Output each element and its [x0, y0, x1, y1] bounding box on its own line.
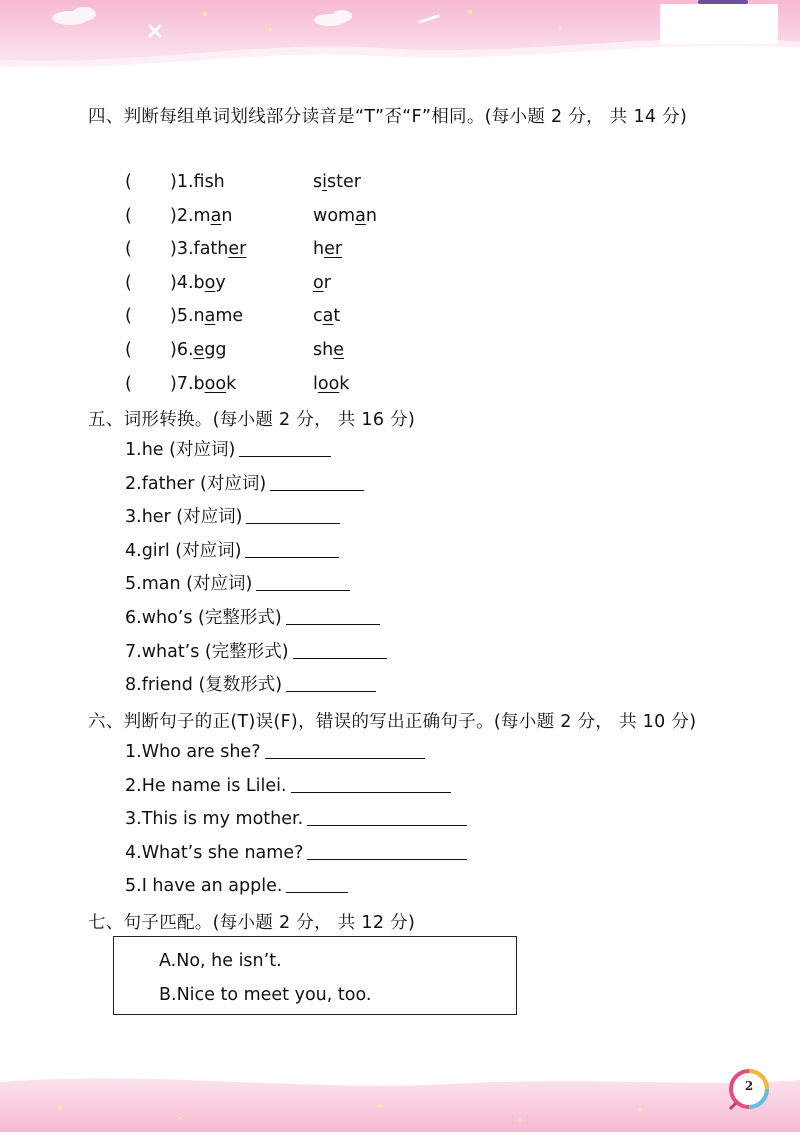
sentence-text: 5.I have an apple. [125, 876, 283, 897]
word-part: f [193, 172, 205, 192]
word-form-item [125, 472, 364, 496]
word-part: c [313, 306, 323, 327]
question-text: 8.friend (复数形式) [125, 675, 283, 696]
word-form-item [125, 505, 340, 529]
word-form-item [125, 572, 350, 596]
word-part: me [215, 306, 244, 327]
option-a: A.No, he isn’t. [159, 951, 282, 971]
answer-blank[interactable] [270, 472, 364, 491]
page-number: 2 [744, 1079, 754, 1093]
second-word [313, 338, 344, 362]
word-part: ster [327, 172, 361, 192]
word-form-item [125, 640, 387, 664]
answer-blank[interactable] [239, 438, 331, 457]
section7-title: 七、句子匹配。(每小题 2 分， 共 12 分) [88, 913, 416, 933]
section6-title: 六、判断句子的正(T)误(F)，错误的写出正确句子。(每小题 2 分， 共 10 分) [88, 712, 697, 732]
phonics-item [0, 204, 800, 228]
underlined-part: er [324, 239, 343, 260]
second-word [313, 372, 349, 396]
word-form-item [125, 606, 380, 630]
first-word [170, 271, 226, 295]
phonics-item [0, 271, 800, 295]
sentence-text: 1.Who are she? [125, 742, 261, 762]
phonics-item [0, 372, 800, 396]
underlined-part: a [210, 205, 222, 226]
answer-paren[interactable]: ( [125, 172, 132, 192]
option-b: B.Nice to meet you, too. [159, 985, 372, 1005]
second-word [313, 237, 342, 261]
sentence-item [125, 841, 467, 865]
underlined-part: a [322, 306, 334, 327]
word-part: b [193, 373, 205, 394]
word-part: b [193, 272, 205, 293]
item-number: )4. [170, 272, 194, 293]
first-word [170, 304, 243, 328]
answer-options-box [113, 936, 517, 1015]
underlined-part: oo [204, 373, 227, 394]
item-number: )1. [170, 172, 194, 192]
sentence-item [125, 874, 348, 898]
sentence-text: 2.He name is Lilei. [125, 775, 287, 796]
first-word [170, 372, 236, 396]
item-number: )7. [170, 373, 194, 394]
second-word [313, 170, 361, 194]
item-number: )5. [170, 306, 194, 327]
question-text: 3.her (对应词) [125, 507, 243, 528]
item-number: )3. [170, 239, 194, 260]
phonics-item [0, 237, 800, 261]
underlined-part: i [322, 172, 327, 192]
word-part: fath [193, 239, 229, 260]
answer-blank[interactable] [307, 841, 467, 860]
answer-blank[interactable] [307, 807, 467, 826]
underlined-part: oo [317, 373, 340, 394]
word-form-item [125, 438, 331, 462]
sentence-item [125, 740, 425, 764]
section4-title: 四、判断每组单词划线部分读音是“T”否“F”相同。(每小题 2 分， 共 14 分) [88, 107, 688, 127]
answer-paren[interactable]: ( [125, 272, 132, 293]
answer-blank[interactable] [286, 874, 348, 893]
word-part: sh [313, 340, 334, 360]
sentence-text: 3.This is my mother. [125, 809, 304, 830]
phonics-item [0, 304, 800, 328]
answer-paren[interactable]: ( [125, 306, 132, 327]
item-number: )2. [170, 205, 194, 226]
question-text: 2.father (对应词) [125, 473, 267, 494]
word-part: k [226, 373, 237, 394]
first-word [170, 237, 246, 261]
phonics-item [0, 338, 800, 362]
sentence-item [125, 807, 467, 831]
answer-paren[interactable]: ( [125, 373, 132, 394]
question-text: 4.girl (对应词) [125, 540, 242, 561]
section5-title: 五、词形转换。(每小题 2 分， 共 16 分) [88, 410, 416, 430]
underlined-part: a [355, 205, 366, 226]
word-form-item [125, 673, 376, 697]
word-part: gg [204, 340, 227, 360]
question-text: 5.man (对应词) [125, 574, 253, 595]
word-part: m [193, 205, 211, 226]
underlined-part: e [193, 340, 205, 360]
answer-blank[interactable] [246, 505, 340, 524]
second-word [313, 304, 340, 328]
word-part: s [313, 172, 323, 192]
phonics-item [0, 170, 800, 194]
answer-blank[interactable] [286, 606, 380, 625]
underlined-part: er [228, 239, 247, 260]
word-part: n [365, 205, 377, 226]
answer-blank[interactable] [245, 539, 339, 558]
word-part: l [313, 373, 318, 394]
sentence-text: 4.What’s she name? [125, 842, 304, 863]
question-text: 6.who’s (完整形式) [125, 608, 282, 628]
page-number-badge [728, 1068, 770, 1110]
sentence-item [125, 774, 451, 798]
word-part: n [221, 205, 233, 226]
question-text: 7.what’s (完整形式) [125, 641, 289, 662]
word-part: k [339, 373, 350, 394]
second-word [313, 204, 377, 228]
first-word [170, 338, 227, 362]
question-text: 1.he (对应词) [125, 440, 236, 460]
word-part: wom [313, 205, 356, 226]
answer-blank[interactable] [286, 673, 376, 692]
item-number: )6. [170, 340, 194, 360]
answer-paren[interactable]: ( [125, 340, 132, 360]
answer-blank[interactable] [256, 572, 350, 591]
underlined-part: a [204, 306, 216, 327]
word-part: r [323, 272, 331, 293]
answer-blank[interactable] [291, 774, 451, 793]
word-part: y [215, 272, 226, 293]
answer-paren[interactable]: ( [125, 205, 132, 226]
first-word [170, 204, 232, 228]
underlined-part: e [333, 340, 344, 360]
word-form-item [125, 539, 339, 563]
answer-blank[interactable] [293, 640, 387, 659]
answer-paren[interactable]: ( [125, 239, 132, 260]
word-part: sh [204, 172, 225, 192]
word-part: h [313, 239, 325, 260]
word-part: n [193, 306, 205, 327]
first-word [170, 170, 225, 194]
underlined-part: o [313, 272, 324, 293]
underlined-part: o [204, 272, 216, 293]
word-part: t [333, 306, 341, 327]
second-word [313, 271, 331, 295]
answer-blank[interactable] [265, 740, 425, 759]
